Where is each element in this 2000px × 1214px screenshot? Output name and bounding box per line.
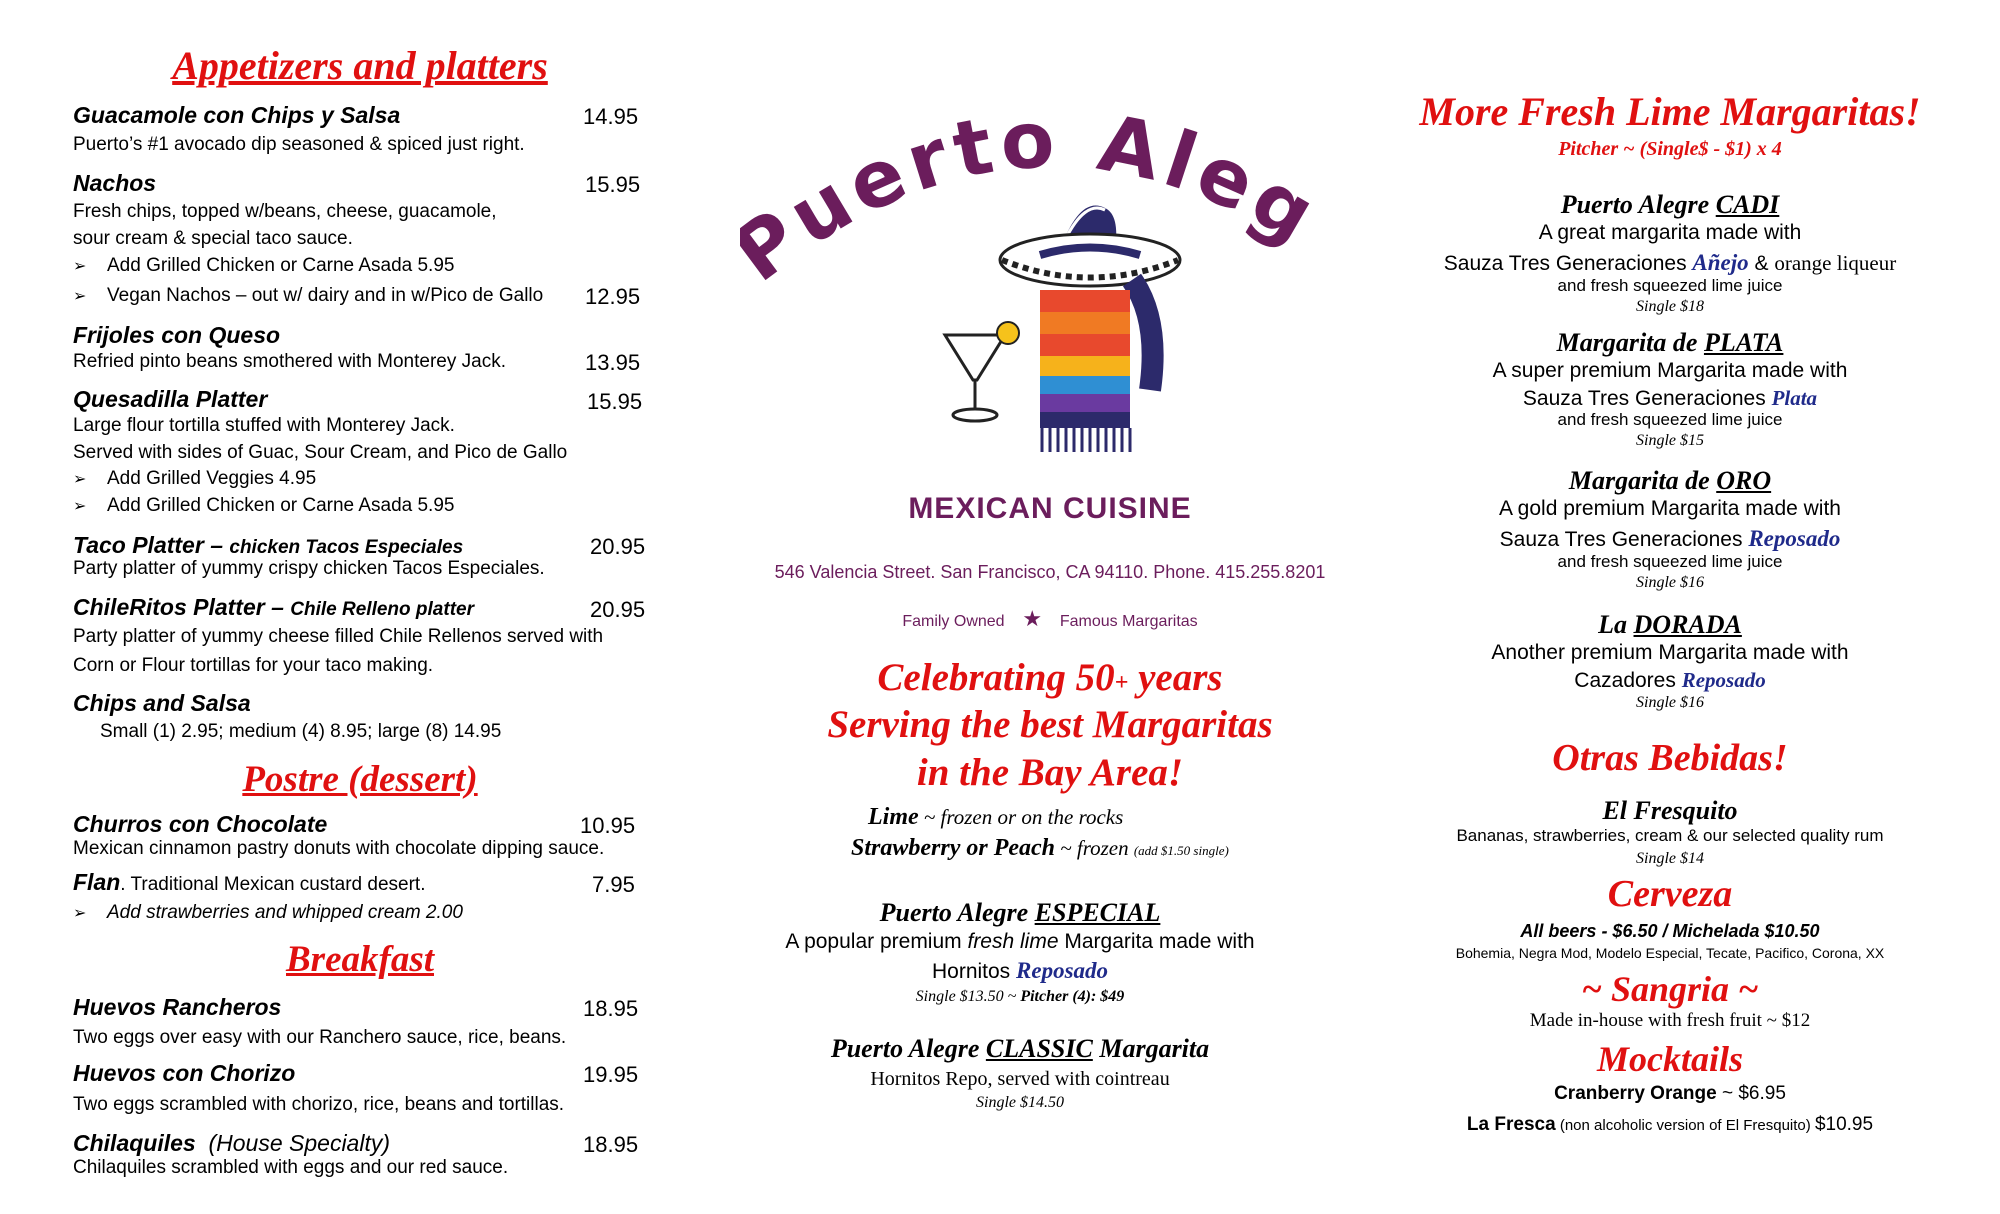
sangria-desc: Made in-house with fresh fruit ~ $12 <box>1529 1010 1811 1031</box>
mocktails-title: Mocktails <box>1596 1039 1743 1079</box>
plata-title: Margarita de PLATA <box>1556 328 1784 357</box>
flan-addon: ➢ Add strawberries and whipped cream 2.00 <box>73 902 463 923</box>
flan-price: 7.95 <box>592 872 635 897</box>
dorada-line-1: Another premium Margarita made with <box>1491 641 1849 664</box>
especial-title: Puerto Alegre ESPECIAL <box>879 898 1161 927</box>
postre-title: Postre (dessert) <box>242 759 478 800</box>
nachos-desc-1: Fresh chips, topped w/beans, cheese, guacamole, <box>73 201 497 222</box>
cadi-price: Single $18 <box>1636 298 1704 315</box>
churros-desc: Mexican cinnamon pastry donuts with chocolate dipping sauce. <box>73 838 605 859</box>
plata-line-2: Sauza Tres Generaciones Plata <box>1522 386 1818 410</box>
plata-price: Single $15 <box>1636 432 1704 449</box>
star-icon: ★ <box>1022 606 1043 631</box>
chileritos-price: 20.95 <box>590 597 646 622</box>
quesadilla-desc-1: Large flour tortilla stuffed with Monterey Jack. <box>73 415 455 436</box>
nachos-price: 15.95 <box>585 172 641 197</box>
chileritos-desc-1: Party platter of yummy cheese filled Chile Rellenos served with <box>73 626 604 647</box>
taco-platter-price: 20.95 <box>590 534 646 559</box>
chileritos-desc-2: Corn or Flour tortillas for your taco making. <box>73 655 434 676</box>
chilaquiles-price: 18.95 <box>583 1132 639 1157</box>
chips-salsa-name: Chips and Salsa <box>73 690 251 716</box>
nachos-addon-1: ➢ Add Grilled Chicken or Carne Asada 5.95 <box>73 255 455 276</box>
quesadilla-price: 15.95 <box>587 389 643 414</box>
address: 546 Valencia Street. San Francisco, CA 94110. Phone. 415.255.8201 <box>774 562 1326 582</box>
nachos-name: Nachos <box>73 170 157 196</box>
flan-row: Flan. Traditional Mexican custard desert. <box>73 869 426 895</box>
beer-prices: All beers - $6.50 / Michelada $10.50 <box>1520 921 1820 941</box>
celebrating-line-2: Serving the best Margaritas <box>827 703 1273 746</box>
otras-bebidas-title: Otras Bebidas! <box>1552 737 1788 779</box>
rancheros-price: 18.95 <box>583 996 639 1021</box>
frijoles-name: Frijoles con Queso <box>73 322 281 348</box>
strawberry-line: Strawberry or Peach ~ frozen (add $1.50 single) <box>851 835 1229 861</box>
sombrero-icon <box>1000 206 1180 286</box>
oro-price: Single $16 <box>1636 574 1704 591</box>
cadi-line-2: Sauza Tres Generaciones Añejo & orange liqueur <box>1443 250 1897 275</box>
cadi-title: Puerto Alegre CADI <box>1560 190 1780 219</box>
guacamole-desc: Puerto’s #1 avocado dip seasoned & spiced just right. <box>73 134 525 155</box>
chorizo-name: Huevos con Chorizo <box>73 1060 296 1086</box>
chorizo-desc: Two eggs scrambled with chorizo, rice, beans and tortillas. <box>73 1094 565 1115</box>
tagline: Family Owned ★ Famous Margaritas <box>902 606 1198 631</box>
chileritos-name: ChileRitos Platter – Chile Relleno platter <box>73 594 474 620</box>
bullet-arrow-icon: ➢ <box>73 258 87 275</box>
rancheros-name: Huevos Rancheros <box>73 994 282 1020</box>
restaurant-logo <box>740 90 1340 490</box>
especial-tequila: Hornitos Reposado <box>931 958 1109 983</box>
bullet-arrow-icon: ➢ <box>73 288 87 305</box>
beer-list: Bohemia, Negra Mod, Modelo Especial, Tecate, Pacifico, Corona, XX <box>1455 945 1885 961</box>
logo-graphic <box>740 90 1340 490</box>
dorada-line-2: Cazadores Reposado <box>1574 668 1766 692</box>
classic-price: Single $14.50 <box>976 1094 1064 1111</box>
vegan-nachos-price: 12.95 <box>585 284 641 309</box>
quesadilla-addon-1: ➢ Add Grilled Veggies 4.95 <box>73 468 317 489</box>
margarita-glass-icon <box>945 322 1019 421</box>
cerveza-title: Cerveza <box>1607 873 1733 915</box>
especial-price: Single $13.50 ~ Pitcher (4): $49 <box>915 988 1125 1005</box>
lime-line: Lime ~ frozen or on the rocks <box>868 804 1124 830</box>
chilaquiles-name: Chilaquiles (House Specialty) <box>73 1130 391 1156</box>
quesadilla-desc-2: Served with sides of Guac, Sour Cream, and Pico de Gallo <box>73 442 568 463</box>
quesadilla-name: Quesadilla Platter <box>73 386 268 412</box>
guacamole-price: 14.95 <box>583 104 639 129</box>
frijoles-desc: Refried pinto beans smothered with Monterey Jack. <box>73 351 506 372</box>
serape-icon <box>1040 280 1153 452</box>
sangria-title: ~ Sangria ~ <box>1581 969 1759 1009</box>
fresquito-title: El Fresquito <box>1602 796 1738 825</box>
fresquito-price: Single $14 <box>1636 850 1704 867</box>
oro-line-2: Sauza Tres Generaciones Reposado <box>1499 526 1841 551</box>
cranberry-orange: Cranberry Orange ~ $6.95 <box>1554 1083 1786 1104</box>
chilaquiles-desc: Chilaquiles scrambled with eggs and our red sauce. <box>73 1157 509 1178</box>
plata-line-1: A super premium Margarita made with <box>1492 359 1848 382</box>
churros-price: 10.95 <box>580 813 636 838</box>
rancheros-desc: Two eggs over easy with our Ranchero sauce, rice, beans. <box>73 1027 567 1048</box>
dorada-price: Single $16 <box>1636 694 1704 711</box>
dorada-title: La DORADA <box>1598 610 1742 639</box>
bullet-arrow-icon: ➢ <box>73 498 87 515</box>
more-margaritas-title: More Fresh Lime Margaritas! <box>1419 89 1921 134</box>
nachos-desc-2: sour cream & special taco sauce. <box>73 228 353 249</box>
nachos-addon-2: ➢ Vegan Nachos – out w/ dairy and in w/Pico de Gallo <box>73 285 544 306</box>
la-fresca: La Fresca (non alcoholic version of El Fresquito) $10.95 <box>1466 1114 1874 1135</box>
oro-line-3: and fresh squeezed lime juice <box>1557 552 1783 571</box>
chorizo-price: 19.95 <box>583 1062 639 1087</box>
fresquito-desc: Bananas, strawberries, cream & our selected quality rum <box>1456 826 1884 845</box>
bullet-arrow-icon: ➢ <box>73 471 87 488</box>
oro-line-1: A gold premium Margarita made with <box>1499 497 1841 520</box>
logo-wordmark: uerto Aleg <box>774 94 1335 264</box>
classic-desc: Hornitos Repo, served with cointreau <box>870 1068 1170 1090</box>
cuisine-label: MEXICAN CUISINE <box>908 492 1192 525</box>
bullet-arrow-icon: ➢ <box>73 905 87 922</box>
guacamole-name: Guacamole con Chips y Salsa <box>73 102 401 128</box>
breakfast-title: Breakfast <box>286 939 434 980</box>
cadi-line-1: A great margarita made with <box>1538 221 1802 244</box>
oro-title: Margarita de ORO <box>1568 466 1772 495</box>
taco-platter-desc: Party platter of yummy crispy chicken Tacos Especiales. <box>73 558 545 579</box>
quesadilla-addon-2: ➢ Add Grilled Chicken or Carne Asada 5.95 <box>73 495 455 516</box>
cadi-line-3: and fresh squeezed lime juice <box>1557 276 1783 295</box>
classic-title: Puerto Alegre CLASSIC Margarita <box>830 1034 1210 1063</box>
chips-salsa-desc: Small (1) 2.95; medium (4) 8.95; large (8) 14.95 <box>100 721 502 742</box>
frijoles-price: 13.95 <box>585 350 641 375</box>
pitcher-note: Pitcher ~ (Single$ - $1) x 4 <box>1558 138 1782 160</box>
churros-name: Churros con Chocolate <box>73 811 328 837</box>
celebrating-line-1: Celebrating 50+ years <box>877 656 1223 699</box>
especial-desc: A popular premium fresh lime Margarita made with <box>785 930 1255 953</box>
appetizers-title: Appetizers and platters <box>172 43 548 88</box>
plata-line-3: and fresh squeezed lime juice <box>1557 410 1783 429</box>
taco-platter-name: Taco Platter – chicken Tacos Especiales <box>73 532 464 558</box>
celebrating-line-3: in the Bay Area! <box>916 751 1184 794</box>
